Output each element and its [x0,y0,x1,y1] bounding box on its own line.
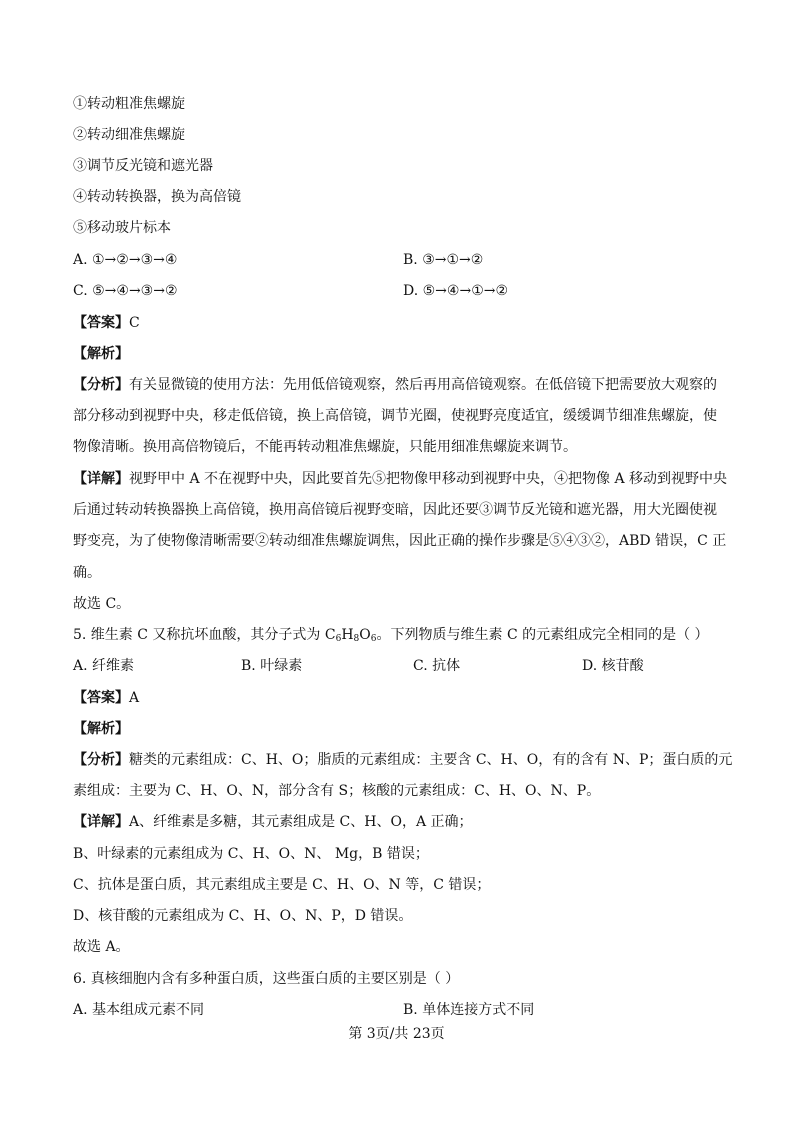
xiangjie-label: 【详解】 [73,471,129,487]
q4-option-c: C. ⑤→④→③→② [73,283,178,299]
q4-fenxi-line-3: 物像清晰。换用高倍物镜后，不能再转动粗准焦螺旋，只能用细准焦螺旋来调节。 [73,439,577,455]
q5-option-c: C. 抗体 [413,658,461,674]
q4-option-d: D. ⑤→④→①→② [403,283,509,299]
q5-option-d: D. 核苷酸 [582,658,644,674]
q5-conclusion: 故选 A。 [73,939,130,955]
q5-answer: 【答案】A [73,690,140,706]
q4-jiexi-label: 【解析】 [73,346,129,362]
answer-value: C [129,315,140,331]
q5-option-b: B. 叶绿素 [241,658,303,674]
q4-option-b: B. ③→①→② [403,252,484,268]
step-5: ⑤移动玻片标本 [73,220,171,236]
q5-xiangjie-line-1: 【详解】A、纤维素是多糖，其元素组成是 C、H、O，A 正确； [73,814,473,830]
q5-xiangjie-line-4: D、核苷酸的元素组成为 C、H、O、N、P，D 错误。 [73,908,413,924]
q5-option-a: A. 纤维素 [73,658,135,674]
q6-stem: 6. 真核细胞内含有多种蛋白质，这些蛋白质的主要区别是（ ） [73,971,460,987]
fenxi-label: 【分析】 [73,377,129,393]
step-4: ④转动转换器，换为高倍镜 [73,189,241,205]
q5-xiangjie-line-3: C、抗体是蛋白质，其元素组成主要是 C、H、O、N 等，C 错误； [73,877,491,893]
q6-option-a: A. 基本组成元素不同 [73,1002,205,1018]
step-3: ③调节反光镜和遮光器 [73,158,213,174]
q4-xiangjie-line-3: 野变亮，为了使物像清晰需要②转动细准焦螺旋调焦，因此正确的操作步骤是⑤④③②，ABD 错误，C 正 [73,533,727,549]
q4-conclusion: 故选 C。 [73,596,131,612]
q4-fenxi-line-2: 部分移动到视野中央，移走低倍镜，换上高倍镜，调节光圈，使视野亮度适宜，缓缓调节细准焦螺旋，使 [73,408,717,424]
q5-jiexi-label: 【解析】 [73,721,129,737]
step-2: ②转动细准焦螺旋 [73,127,185,143]
q5-fenxi-line-2: 素组成：主要为 C、H、O、N，部分含有 S；核酸的元素组成：C、H、O、N、P。 [73,783,601,799]
q4-xiangjie-line-4: 确。 [73,565,101,581]
q5-fenxi-line-1: 【分析】糖类的元素组成：C、H、O；脂质的元素组成：主要含 C、H、O，有的含有 N、P；蛋白质的元 [73,752,733,768]
q4-xiangjie-line-1: 【详解】视野甲中 A 不在视野中央，因此要首先⑤把物像甲移动到视野中央，④把物像 A 移动到视野中央 [73,471,728,487]
q4-fenxi-line-1: 【分析】有关显微镜的使用方法：先用低倍镜观察，然后再用高倍镜观察。在低倍镜下把需要放大观察的 [73,377,717,393]
step-1: ①转动粗准焦螺旋 [73,96,185,112]
q4-answer [73,313,140,333]
q5-xiangjie-line-2: B、叶绿素的元素组成为 C、H、O、N、 Mg，B 错误； [73,846,429,862]
q5-stem: 5. 维生素 C 又称抗坏血酸，其分子式为 $C_6H_8O_6$。下列物质与维生素 C 的元素组成完全相同的是（ ） [73,627,709,644]
q4-xiangjie-line-2: 后通过转动转换器换上高倍镜，换用高倍镜后视野变暗，因此还要③调节反光镜和遮光器，用大光圈使视 [73,502,717,518]
q4-option-a: A. ①→②→③→④ [73,252,178,268]
page-number-footer: 第 3页/共 23页 [348,1026,445,1042]
answer-label: 【答案】 [73,315,129,331]
q6-option-b: B. 单体连接方式不同 [403,1002,535,1018]
